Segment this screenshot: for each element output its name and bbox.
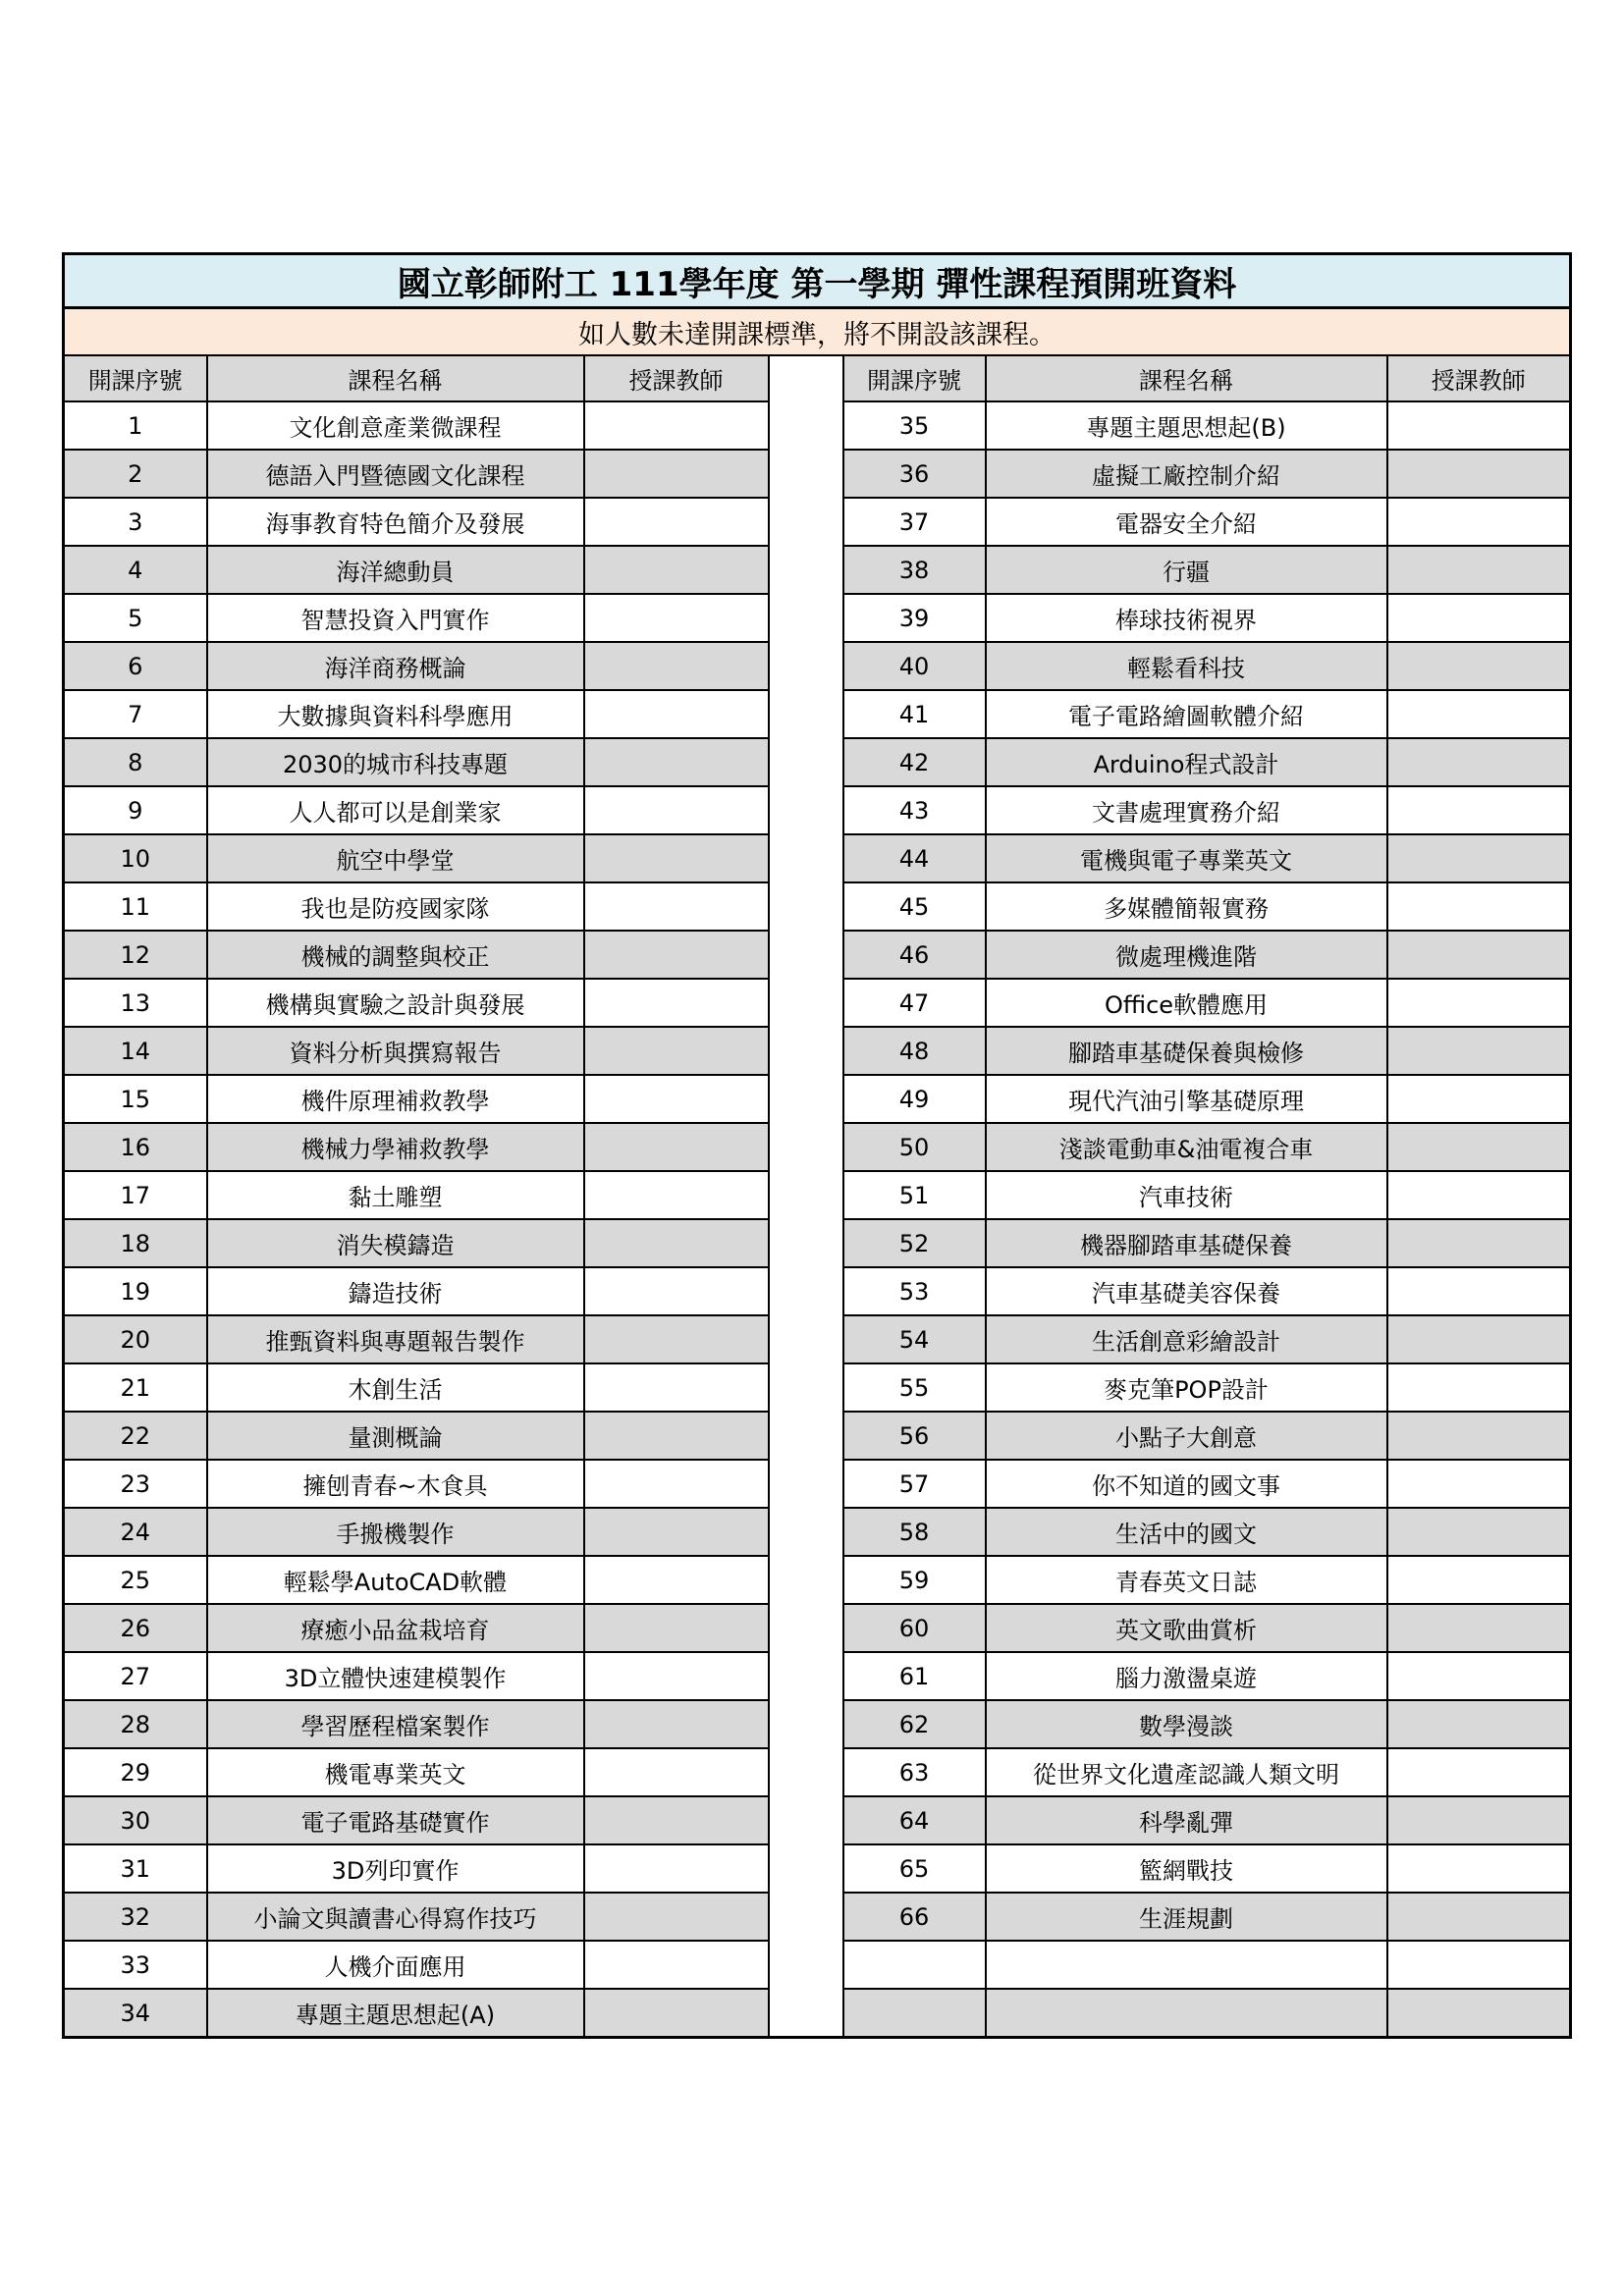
column-gap — [769, 1700, 843, 1748]
teacher-cell — [584, 931, 769, 979]
teacher-cell — [1387, 882, 1571, 931]
teacher-cell — [1387, 1123, 1571, 1171]
teacher-cell — [1387, 1075, 1571, 1123]
course-serial-cell: 22 — [64, 1412, 207, 1460]
teacher-cell — [1387, 1315, 1571, 1363]
course-name-cell: 機械力學補救教學 — [207, 1123, 584, 1171]
course-serial-cell: 61 — [843, 1652, 986, 1700]
course-serial-cell: 58 — [843, 1508, 986, 1556]
course-serial-cell: 17 — [64, 1171, 207, 1219]
course-serial-cell: 31 — [64, 1844, 207, 1893]
course-name-cell: 微處理機進階 — [986, 931, 1387, 979]
course-serial-cell: 18 — [64, 1219, 207, 1267]
course-serial-cell: 19 — [64, 1267, 207, 1315]
course-serial-cell: 57 — [843, 1460, 986, 1508]
course-serial-cell: 28 — [64, 1700, 207, 1748]
teacher-cell — [1387, 642, 1571, 690]
course-name-cell: 電子電路繪圖軟體介紹 — [986, 690, 1387, 738]
teacher-cell — [1387, 979, 1571, 1027]
column-gap — [769, 1027, 843, 1075]
table-row — [64, 1315, 1571, 1363]
teacher-cell — [1387, 546, 1571, 594]
table-row — [64, 1604, 1571, 1652]
teacher-cell — [584, 690, 769, 738]
teacher-cell — [584, 1075, 769, 1123]
table-row — [64, 1989, 1571, 2038]
course-name-cell: 生活中的國文 — [986, 1508, 1387, 1556]
teacher-cell — [1387, 931, 1571, 979]
course-serial-cell: 16 — [64, 1123, 207, 1171]
course-serial-cell: 25 — [64, 1556, 207, 1604]
course-name-cell — [986, 1989, 1387, 2038]
teacher-cell — [584, 786, 769, 834]
course-serial-cell: 14 — [64, 1027, 207, 1075]
course-serial-cell: 49 — [843, 1075, 986, 1123]
header-teacher-left: 授課教師 — [584, 355, 769, 401]
header-course-right: 課程名稱 — [986, 355, 1387, 401]
column-gap — [769, 1363, 843, 1412]
column-gap — [769, 1748, 843, 1796]
column-gap — [769, 594, 843, 642]
course-serial-cell: 26 — [64, 1604, 207, 1652]
column-gap — [769, 882, 843, 931]
course-serial-cell: 5 — [64, 594, 207, 642]
course-serial-cell: 37 — [843, 498, 986, 546]
course-name-cell: 海事教育特色簡介及發展 — [207, 498, 584, 546]
teacher-cell — [584, 401, 769, 450]
teacher-cell — [1387, 450, 1571, 498]
column-gap — [769, 450, 843, 498]
teacher-cell — [1387, 1267, 1571, 1315]
teacher-cell — [1387, 1363, 1571, 1412]
column-gap — [769, 1556, 843, 1604]
teacher-cell — [584, 1460, 769, 1508]
course-serial-cell: 10 — [64, 834, 207, 882]
teacher-cell — [1387, 1844, 1571, 1893]
course-name-cell: 腳踏車基礎保養與檢修 — [986, 1027, 1387, 1075]
course-serial-cell: 59 — [843, 1556, 986, 1604]
course-name-cell: 海洋商務概論 — [207, 642, 584, 690]
course-name-cell: 文書處理實務介紹 — [986, 786, 1387, 834]
course-name-cell: 量測概論 — [207, 1412, 584, 1460]
column-gap — [769, 979, 843, 1027]
course-serial-cell: 43 — [843, 786, 986, 834]
course-name-cell: 英文歌曲賞析 — [986, 1604, 1387, 1652]
column-header-row — [64, 355, 1571, 401]
teacher-cell — [584, 642, 769, 690]
table-row — [64, 1893, 1571, 1941]
course-name-cell: 鑄造技術 — [207, 1267, 584, 1315]
course-serial-cell: 3 — [64, 498, 207, 546]
teacher-cell — [1387, 1941, 1571, 1989]
teacher-cell — [1387, 1893, 1571, 1941]
course-serial-cell: 42 — [843, 738, 986, 786]
course-serial-cell: 60 — [843, 1604, 986, 1652]
course-serial-cell: 46 — [843, 931, 986, 979]
table-row — [64, 1941, 1571, 1989]
course-name-cell: 3D立體快速建模製作 — [207, 1652, 584, 1700]
teacher-cell — [584, 1604, 769, 1652]
column-gap — [769, 1941, 843, 1989]
table-row — [64, 1412, 1571, 1460]
course-serial-cell: 64 — [843, 1796, 986, 1844]
teacher-cell — [584, 882, 769, 931]
course-serial-cell: 35 — [843, 401, 986, 450]
course-serial-cell: 9 — [64, 786, 207, 834]
column-gap — [769, 1604, 843, 1652]
course-serial-cell: 53 — [843, 1267, 986, 1315]
course-name-cell: 汽車技術 — [986, 1171, 1387, 1219]
course-name-cell: 機電專業英文 — [207, 1748, 584, 1796]
course-serial-cell: 40 — [843, 642, 986, 690]
column-gap — [769, 1796, 843, 1844]
course-name-cell: 大數據與資料科學應用 — [207, 690, 584, 738]
table-row — [64, 738, 1571, 786]
course-serial-cell: 23 — [64, 1460, 207, 1508]
column-gap — [769, 355, 843, 401]
column-gap — [769, 1412, 843, 1460]
course-name-cell: 從世界文化遺產認識人類文明 — [986, 1748, 1387, 1796]
teacher-cell — [584, 1748, 769, 1796]
table-row — [64, 1652, 1571, 1700]
teacher-cell — [1387, 1796, 1571, 1844]
column-gap — [769, 1844, 843, 1893]
course-name-cell: 青春英文日誌 — [986, 1556, 1387, 1604]
course-serial-cell: 34 — [64, 1989, 207, 2038]
course-name-cell: 海洋總動員 — [207, 546, 584, 594]
table-row — [64, 1844, 1571, 1893]
header-course-left: 課程名稱 — [207, 355, 584, 401]
course-serial-cell: 6 — [64, 642, 207, 690]
column-gap — [769, 1989, 843, 2038]
course-serial-cell: 4 — [64, 546, 207, 594]
teacher-cell — [584, 1941, 769, 1989]
teacher-cell — [584, 1844, 769, 1893]
course-serial-cell: 66 — [843, 1893, 986, 1941]
table-row — [64, 1171, 1571, 1219]
course-name-cell: 機構與實驗之設計與發展 — [207, 979, 584, 1027]
column-gap — [769, 1171, 843, 1219]
course-name-cell: 行疆 — [986, 546, 1387, 594]
course-serial-cell: 24 — [64, 1508, 207, 1556]
table-row — [64, 979, 1571, 1027]
teacher-cell — [584, 1123, 769, 1171]
course-serial-cell: 36 — [843, 450, 986, 498]
teacher-cell — [584, 450, 769, 498]
course-serial-cell: 54 — [843, 1315, 986, 1363]
course-serial-cell: 13 — [64, 979, 207, 1027]
teacher-cell — [584, 498, 769, 546]
header-serial-right: 開課序號 — [843, 355, 986, 401]
table-row — [64, 834, 1571, 882]
table-row — [64, 450, 1571, 498]
course-serial-cell: 1 — [64, 401, 207, 450]
column-gap — [769, 931, 843, 979]
column-gap — [769, 1893, 843, 1941]
course-name-cell: 手搬機製作 — [207, 1508, 584, 1556]
course-serial-cell: 56 — [843, 1412, 986, 1460]
column-gap — [769, 642, 843, 690]
teacher-cell — [1387, 1171, 1571, 1219]
header-serial-left: 開課序號 — [64, 355, 207, 401]
course-name-cell — [986, 1941, 1387, 1989]
course-name-cell: 電子電路基礎實作 — [207, 1796, 584, 1844]
course-serial-cell: 21 — [64, 1363, 207, 1412]
column-gap — [769, 546, 843, 594]
teacher-cell — [1387, 1508, 1571, 1556]
column-gap — [769, 1460, 843, 1508]
course-serial-cell: 7 — [64, 690, 207, 738]
table-row — [64, 1508, 1571, 1556]
teacher-cell — [584, 1652, 769, 1700]
course-serial-cell: 27 — [64, 1652, 207, 1700]
table-row — [64, 498, 1571, 546]
course-name-cell: 電機與電子專業英文 — [986, 834, 1387, 882]
column-gap — [769, 834, 843, 882]
column-gap — [769, 1267, 843, 1315]
column-gap — [769, 401, 843, 450]
course-name-cell: 輕鬆看科技 — [986, 642, 1387, 690]
table-row — [64, 1123, 1571, 1171]
header-teacher-right: 授課教師 — [1387, 355, 1571, 401]
column-gap — [769, 1219, 843, 1267]
teacher-cell — [1387, 498, 1571, 546]
course-name-cell: 資料分析與撰寫報告 — [207, 1027, 584, 1075]
teacher-cell — [1387, 1219, 1571, 1267]
course-name-cell: 擁刨青春~木食具 — [207, 1460, 584, 1508]
course-name-cell: 汽車基礎美容保養 — [986, 1267, 1387, 1315]
course-name-cell: 文化創意產業微課程 — [207, 401, 584, 450]
course-name-cell: 你不知道的國文事 — [986, 1460, 1387, 1508]
table-row — [64, 1700, 1571, 1748]
course-name-cell: 黏土雕塑 — [207, 1171, 584, 1219]
course-serial-cell: 48 — [843, 1027, 986, 1075]
course-serial-cell — [843, 1989, 986, 2038]
teacher-cell — [1387, 1748, 1571, 1796]
course-name-cell: 現代汽油引擎基礎原理 — [986, 1075, 1387, 1123]
course-serial-cell: 33 — [64, 1941, 207, 1989]
course-name-cell: 3D列印實作 — [207, 1844, 584, 1893]
teacher-cell — [584, 834, 769, 882]
table-row — [64, 594, 1571, 642]
column-gap — [769, 1075, 843, 1123]
course-name-cell: 機件原理補救教學 — [207, 1075, 584, 1123]
course-serial-cell: 52 — [843, 1219, 986, 1267]
teacher-cell — [584, 1700, 769, 1748]
course-serial-cell: 51 — [843, 1171, 986, 1219]
course-name-cell: 多媒體簡報實務 — [986, 882, 1387, 931]
course-serial-cell: 47 — [843, 979, 986, 1027]
table-row — [64, 690, 1571, 738]
table-row — [64, 1219, 1571, 1267]
course-name-cell: 生涯規劃 — [986, 1893, 1387, 1941]
course-name-cell: 小論文與讀書心得寫作技巧 — [207, 1893, 584, 1941]
course-serial-cell: 12 — [64, 931, 207, 979]
table-row — [64, 1267, 1571, 1315]
table-row — [64, 1748, 1571, 1796]
course-name-cell: 學習歷程檔案製作 — [207, 1700, 584, 1748]
course-name-cell: 人機介面應用 — [207, 1941, 584, 1989]
table-row — [64, 546, 1571, 594]
course-serial-cell: 44 — [843, 834, 986, 882]
teacher-cell — [584, 1796, 769, 1844]
teacher-cell — [1387, 1027, 1571, 1075]
course-serial-cell: 63 — [843, 1748, 986, 1796]
teacher-cell — [584, 1893, 769, 1941]
course-name-cell: 生活創意彩繪設計 — [986, 1315, 1387, 1363]
course-name-cell: 2030的城市科技專題 — [207, 738, 584, 786]
teacher-cell — [584, 1219, 769, 1267]
teacher-cell — [1387, 1989, 1571, 2038]
teacher-cell — [584, 594, 769, 642]
course-name-cell: 航空中學堂 — [207, 834, 584, 882]
course-name-cell: 數學漫談 — [986, 1700, 1387, 1748]
course-serial-cell: 8 — [64, 738, 207, 786]
course-name-cell: 虛擬工廠控制介紹 — [986, 450, 1387, 498]
teacher-cell — [584, 1363, 769, 1412]
course-serial-cell: 62 — [843, 1700, 986, 1748]
course-serial-cell: 39 — [843, 594, 986, 642]
course-name-cell: 腦力激盪桌遊 — [986, 1652, 1387, 1700]
course-serial-cell: 15 — [64, 1075, 207, 1123]
course-name-cell: 人人都可以是創業家 — [207, 786, 584, 834]
course-serial-cell: 30 — [64, 1796, 207, 1844]
course-name-cell: 療癒小品盆栽培育 — [207, 1604, 584, 1652]
teacher-cell — [1387, 1604, 1571, 1652]
course-serial-cell: 2 — [64, 450, 207, 498]
course-serial-cell: 32 — [64, 1893, 207, 1941]
course-serial-cell: 41 — [843, 690, 986, 738]
table-row — [64, 882, 1571, 931]
course-serial-cell: 20 — [64, 1315, 207, 1363]
course-name-cell: Arduino程式設計 — [986, 738, 1387, 786]
course-name-cell: 籃網戰技 — [986, 1844, 1387, 1893]
column-gap — [769, 1508, 843, 1556]
table-row — [64, 1027, 1571, 1075]
course-name-cell: 機器腳踏車基礎保養 — [986, 1219, 1387, 1267]
course-serial-cell: 11 — [64, 882, 207, 931]
course-serial-cell: 50 — [843, 1123, 986, 1171]
table-row — [64, 1075, 1571, 1123]
course-name-cell: 智慧投資入門實作 — [207, 594, 584, 642]
teacher-cell — [584, 1027, 769, 1075]
teacher-cell — [584, 1267, 769, 1315]
teacher-cell — [1387, 1412, 1571, 1460]
teacher-cell — [584, 979, 769, 1027]
course-serial-cell: 55 — [843, 1363, 986, 1412]
table-row — [64, 1556, 1571, 1604]
column-gap — [769, 1123, 843, 1171]
column-gap — [769, 786, 843, 834]
table-row — [64, 931, 1571, 979]
course-name-cell: 機械的調整與校正 — [207, 931, 584, 979]
course-serial-cell: 45 — [843, 882, 986, 931]
teacher-cell — [584, 1171, 769, 1219]
table-row — [64, 642, 1571, 690]
teacher-cell — [1387, 834, 1571, 882]
course-name-cell: 淺談電動車&油電複合車 — [986, 1123, 1387, 1171]
course-name-cell: Office軟體應用 — [986, 979, 1387, 1027]
teacher-cell — [1387, 401, 1571, 450]
course-serial-cell — [843, 1941, 986, 1989]
table-row — [64, 1460, 1571, 1508]
course-name-cell: 德語入門暨德國文化課程 — [207, 450, 584, 498]
teacher-cell — [1387, 1460, 1571, 1508]
teacher-cell — [584, 738, 769, 786]
column-gap — [769, 690, 843, 738]
teacher-cell — [584, 1315, 769, 1363]
table-row — [64, 1363, 1571, 1412]
table-row — [64, 786, 1571, 834]
course-name-cell: 木創生活 — [207, 1363, 584, 1412]
course-name-cell: 推甄資料與專題報告製作 — [207, 1315, 584, 1363]
page-title: 國立彰師附工 111學年度 第一學期 彈性課程預開班資料 — [64, 254, 1571, 308]
course-name-cell: 科學亂彈 — [986, 1796, 1387, 1844]
course-name-cell: 專題主題思想起(B) — [986, 401, 1387, 450]
course-name-cell: 專題主題思想起(A) — [207, 1989, 584, 2038]
column-gap — [769, 738, 843, 786]
teacher-cell — [1387, 690, 1571, 738]
table-row — [64, 1796, 1571, 1844]
notice-text: 如人數未達開課標準，將不開設該課程。 — [64, 308, 1571, 356]
course-name-cell: 麥克筆POP設計 — [986, 1363, 1387, 1412]
teacher-cell — [1387, 1556, 1571, 1604]
teacher-cell — [584, 1412, 769, 1460]
teacher-cell — [1387, 738, 1571, 786]
teacher-cell — [584, 1508, 769, 1556]
teacher-cell — [1387, 786, 1571, 834]
teacher-cell — [584, 546, 769, 594]
column-gap — [769, 1315, 843, 1363]
course-serial-cell: 38 — [843, 546, 986, 594]
teacher-cell — [1387, 594, 1571, 642]
course-name-cell: 消失模鑄造 — [207, 1219, 584, 1267]
teacher-cell — [1387, 1700, 1571, 1748]
teacher-cell — [584, 1556, 769, 1604]
course-name-cell: 我也是防疫國家隊 — [207, 882, 584, 931]
course-name-cell: 輕鬆學AutoCAD軟體 — [207, 1556, 584, 1604]
course-schedule-table — [62, 252, 1572, 2039]
teacher-cell — [584, 1989, 769, 2038]
course-name-cell: 電器安全介紹 — [986, 498, 1387, 546]
column-gap — [769, 498, 843, 546]
table-row — [64, 401, 1571, 450]
course-serial-cell: 65 — [843, 1844, 986, 1893]
column-gap — [769, 1652, 843, 1700]
course-name-cell: 棒球技術視界 — [986, 594, 1387, 642]
teacher-cell — [1387, 1652, 1571, 1700]
course-name-cell: 小點子大創意 — [986, 1412, 1387, 1460]
course-serial-cell: 29 — [64, 1748, 207, 1796]
